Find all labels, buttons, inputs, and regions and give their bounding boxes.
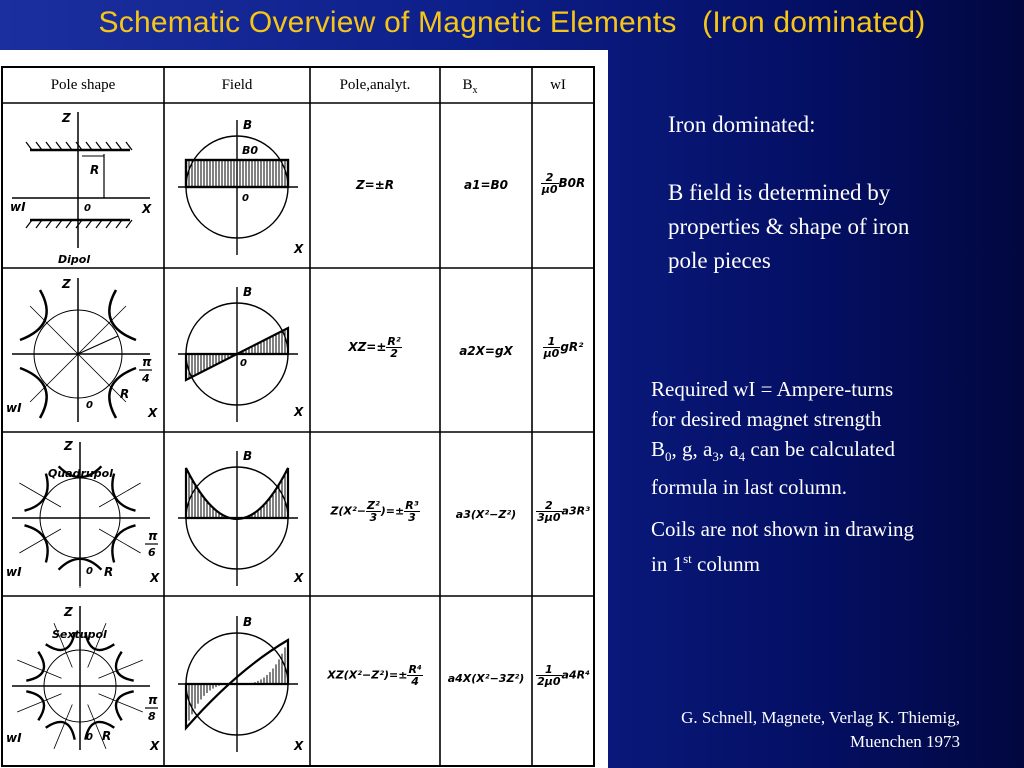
wi-numerator: 1 xyxy=(536,664,561,676)
radius-label: R xyxy=(90,163,100,177)
origin-label: 0 xyxy=(240,358,247,369)
quadrupole-bx-formula: a2X=gX xyxy=(459,344,513,358)
iron-dominated-description xyxy=(668,176,909,278)
radius-label: R xyxy=(102,729,112,743)
sextupole-wi-formula xyxy=(532,500,594,523)
z-axis-label: Z xyxy=(64,605,73,619)
octupole-pole-formula xyxy=(310,664,440,687)
quadrupole-field-drawing xyxy=(178,287,298,422)
citation-line: G. Schnell, Magnete, Verlag K. Thiemig, xyxy=(681,708,960,727)
b0-text: B xyxy=(651,437,666,461)
wi-label: wI xyxy=(10,200,26,214)
x-axis-label: X xyxy=(294,405,304,419)
wi-denominator: 3μ0 xyxy=(537,511,561,524)
x-axis-label: X xyxy=(150,571,160,585)
angle-pi-label: π xyxy=(148,529,158,543)
octupole-bx-formula: a4X(X²−3Z²) xyxy=(447,672,525,685)
note-line xyxy=(651,434,895,472)
wi-label: wI xyxy=(6,731,22,745)
wi-label: wI xyxy=(6,401,22,415)
header-pole-shape: Pole shape xyxy=(50,77,116,93)
wi-denominator: μ0 xyxy=(543,347,560,360)
b0-subscript: 0 xyxy=(665,449,672,465)
wi-numerator: 2 xyxy=(536,500,561,512)
b0-label: B0 xyxy=(242,144,259,157)
sextupole-pole-formula xyxy=(310,500,440,523)
header-field: Field xyxy=(221,77,253,93)
x-axis-label: X xyxy=(142,202,152,216)
x-axis-label: X xyxy=(294,739,304,753)
dipole-field-drawing xyxy=(178,120,298,255)
b-axis-label: B xyxy=(243,118,253,132)
pole-denominator: 2 xyxy=(390,347,398,360)
note-line: Coils are not shown in drawing xyxy=(651,517,915,541)
wi-numerator: 2 xyxy=(541,172,559,184)
sextupole-field-drawing xyxy=(178,451,298,586)
g-text: , g, a xyxy=(671,437,713,461)
sextupole-name: Sextupol xyxy=(52,628,107,641)
quadrupole-pole-formula xyxy=(310,336,440,359)
slide-title: Schematic Overview of Magnetic Elements (Iron dominated) xyxy=(98,6,926,39)
origin-label: 0 xyxy=(86,732,93,743)
description-line: B field is determined by xyxy=(668,180,891,205)
note-line: Required wI = Ampere-turns xyxy=(651,377,894,401)
dipole-wi-formula xyxy=(532,172,594,195)
pole-frac1-denominator: 3 xyxy=(369,511,378,524)
note-line: formula in last column. xyxy=(651,475,847,500)
header-bx xyxy=(440,77,500,97)
iron-dominated-heading: Iron dominated: xyxy=(668,112,816,137)
origin-label: 0 xyxy=(242,193,249,204)
wi-tail: a3R³ xyxy=(561,504,590,518)
x-axis-label: X xyxy=(294,571,304,585)
magnet-overview-table xyxy=(0,50,608,768)
ampere-turns-note xyxy=(651,374,895,502)
note-line: for desired magnet strength xyxy=(651,407,882,431)
wi-tail: a4R⁴ xyxy=(561,668,590,682)
octupole-field-drawing xyxy=(178,616,298,752)
dipole-name: Dipol xyxy=(58,253,91,266)
header-bx-main: B xyxy=(462,77,473,93)
a4-text: , a xyxy=(718,437,739,461)
a4-subscript: 4 xyxy=(738,449,746,465)
x-axis-label: X xyxy=(148,406,158,420)
st-superscript: st xyxy=(683,551,692,566)
b-axis-label: B xyxy=(243,285,253,299)
z-axis-label: Z xyxy=(62,111,71,125)
angle-den-label: 4 xyxy=(142,372,150,385)
z-axis-label: Z xyxy=(64,439,73,453)
radius-label: R xyxy=(120,387,130,401)
citation-line: Muenchen 1973 xyxy=(849,732,960,751)
pole-formula-pre: XZ(X²−Z²)=± xyxy=(327,668,408,682)
angle-pi-label: π xyxy=(142,355,152,369)
note-pre: in 1 xyxy=(651,552,684,576)
angle-pi-label: π xyxy=(148,693,158,707)
b-axis-label: B xyxy=(243,615,253,629)
pole-formula-pre: Z(X²− xyxy=(330,504,366,518)
pole-denominator: 3 xyxy=(408,511,416,524)
wi-label: wI xyxy=(6,565,22,579)
x-axis-label: X xyxy=(294,242,304,256)
sextupole-pole-drawing xyxy=(12,442,150,588)
sextupole-bx-formula: a3(X²−Z²) xyxy=(455,508,517,521)
pole-formula-pre: XZ=± xyxy=(348,340,387,354)
wi-denominator: μ0 xyxy=(541,183,558,196)
x-axis-label: X xyxy=(150,739,160,753)
table-drawing xyxy=(0,50,608,768)
citation xyxy=(620,706,960,754)
pole-numerator: R⁴ xyxy=(408,663,422,676)
pole-denominator: 4 xyxy=(411,675,419,688)
header-wi: wI xyxy=(550,77,566,93)
quadrupole-wi-formula xyxy=(532,336,594,359)
a3-subscript: 3 xyxy=(712,449,719,465)
dipole-bx-formula: a1=B0 xyxy=(464,178,508,192)
angle-den-label: 6 xyxy=(148,546,156,559)
origin-label: 0 xyxy=(84,203,91,214)
radius-label: R xyxy=(104,565,114,579)
wi-numerator: 1 xyxy=(543,336,561,348)
pole-numerator: R² xyxy=(387,335,401,348)
pole-frac1-numerator: Z² xyxy=(366,499,380,512)
dipole-pole-formula: Z=±R xyxy=(355,178,395,192)
b-axis-label: B xyxy=(243,449,253,463)
description-line: pole pieces xyxy=(668,248,771,273)
origin-label: 0 xyxy=(86,400,93,411)
pole-formula-mid: )=± xyxy=(380,504,405,518)
wi-tail: B0R xyxy=(558,176,586,190)
note-line xyxy=(651,544,914,579)
coils-note xyxy=(651,514,914,579)
wi-tail: gR² xyxy=(560,340,584,354)
z-axis-label: Z xyxy=(62,277,71,291)
origin-label: 0 xyxy=(86,566,93,577)
pole-numerator: R³ xyxy=(405,499,419,512)
note-post: colunm xyxy=(691,552,761,576)
dipole-pole-drawing xyxy=(12,112,150,248)
description-line: properties & shape of iron xyxy=(668,214,910,239)
note-line-end: can be calculated xyxy=(745,437,895,461)
quadrupole-name: Quadrupol xyxy=(48,467,113,480)
header-bx-sub: x xyxy=(472,85,478,96)
wi-denominator: 2μ0 xyxy=(537,675,561,688)
octupole-wi-formula xyxy=(532,664,594,687)
header-pole-analyt: Pole,analyt. xyxy=(339,77,411,93)
quadrupole-pole-drawing xyxy=(12,278,150,422)
angle-den-label: 8 xyxy=(148,710,156,723)
